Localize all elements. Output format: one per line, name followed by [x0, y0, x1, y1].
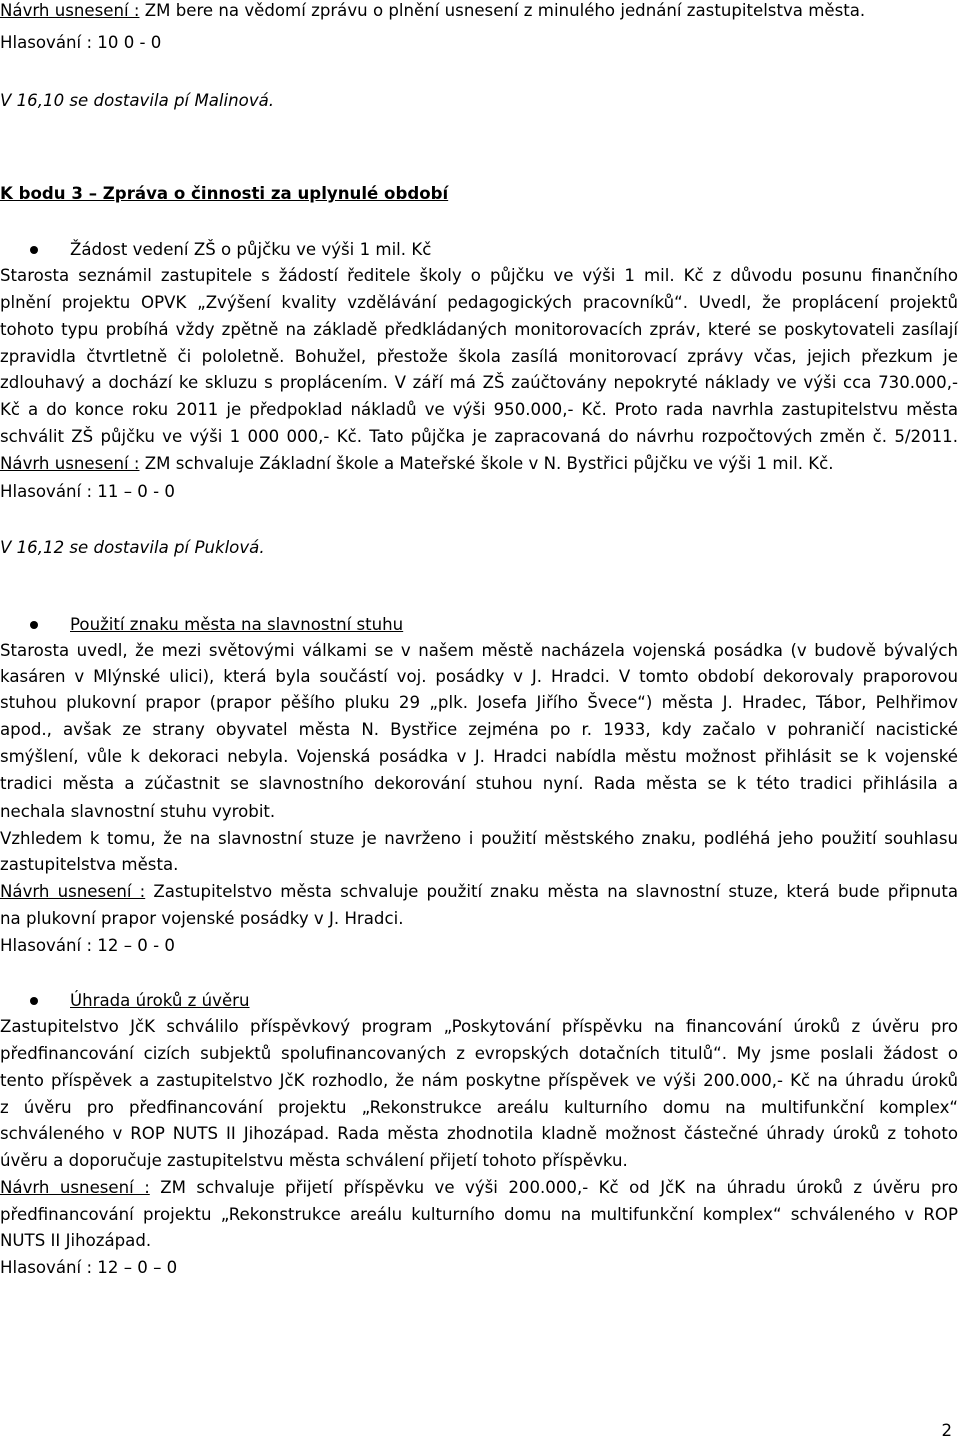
proposal-label: Návrh usnesení : [0, 1178, 150, 1197]
item-3-proposal [0, 1177, 958, 1199]
item-2-line: zastupitelstva města. [0, 855, 179, 874]
proposal-text: ZM schvaluje Základní škole a Mateřské škole v N. Bystřici půjčku ve výši 1 mil. Kč. [139, 454, 834, 473]
item-1-proposal [0, 453, 834, 475]
item-1-line: plnění projektu OPVK „Zvýšení kvality vzdělávání pedagogických pracovníků“. Uvedl, že proplácení projektů [0, 293, 958, 312]
attendance-note-1: V 16,10 se dostavila pí Malinová. [0, 91, 275, 110]
proposal-text: ZM schvaluje přijetí příspěvku ve výši 200.000,- Kč od JčK na úhradu úroků z úvěru pro [149, 1178, 958, 1197]
item-3-line: Zastupitelstvo JčK schválilo příspěvkový program „Poskytování příspěvku na financování úroků z úvěru pro [0, 1017, 958, 1036]
item-3-proposal-line: NUTS II Jihozápad. [0, 1231, 152, 1250]
proposal-line-1 [0, 0, 865, 22]
item-1-line: zdlouhavý a dochází ke skluzu s proplácením. V září má ZŠ zaúčtovány nepokryté náklady ve výši cca 730.000,- [0, 373, 958, 392]
item-1-line: Starosta seznámil zastupitele s žádostí ředitele školy o půjčku ve výši 1 mil. Kč z důvodu posunu finančního [0, 266, 958, 285]
proposal-label: Návrh usnesení : [0, 454, 140, 473]
item-3-line: z úvěru pro předfinancování projektu „Rekonstrukce areálu kulturního domu na multifunkční komplex“ [0, 1098, 958, 1117]
item-3-vote: Hlasování : 12 – 0 – 0 [0, 1258, 178, 1277]
bullet-icon [30, 621, 38, 629]
item-2-title: Použití znaku města na slavnostní stuhu [70, 615, 404, 634]
item-2-line: kasáren v Mlýnské ulici), která byla součástí voj. posádky v J. Hradci. V tomto období dekorovaly praporovou [0, 667, 958, 686]
attendance-note-2: V 16,12 se dostavila pí Puklová. [0, 538, 265, 557]
item-3-title: Úhrada úroků z úvěru [70, 991, 250, 1010]
item-2-proposal-line: na plukovní prapor vojenské posádky v J. Hradci. [0, 909, 404, 928]
bullet-icon [30, 246, 38, 254]
page-number: 2 [941, 1421, 952, 1440]
item-3-line: schváleného v ROP NUTS II Jihozápad. Rada města zhodnotila kladně možnost částečné úhrady úroků z tohoto [0, 1124, 958, 1143]
item-3-line: tento příspěvek a zastupitelstvo JčK rozhodlo, že nám poskytne příspěvek ve výši 200.000,- Kč na úhradu úroků [0, 1071, 958, 1090]
item-3-line: předfinancování cizích subjektů spolufinancovaných z evropských dotačních titulů“. My jsme poslali žádost o [0, 1044, 958, 1063]
proposal-label: Návrh usnesení : [0, 1, 140, 20]
item-3-line: úvěru a doporučuje zastupitelstvu města schválení přijetí tohoto příspěvku. [0, 1151, 628, 1170]
item-1-line: tohoto typu probíhá vždy zpětně na základě předkládaných monitorovacích zpráv, které se poskytovateli zasílají [0, 320, 958, 339]
item-2-line: Vzhledem k tomu, že na slavnostní stuze je navrženo i použití městského znaku, podléhá jeho použití souhlasu [0, 829, 958, 848]
item-1-line: Kč a do konce roku 2011 je předpoklad nákladů ve výši 950.000,- Kč. Proto rada navrhla zastupitelstvu města [0, 400, 958, 419]
item-2-line: stuhou plukovní prapor (prapor pěšího pluku 29 „plk. Josefa Jiřího Švece“) města J. Hradec, Tábor, Pelhřimov [0, 693, 958, 712]
section-heading: K bodu 3 – Zpráva o činnosti za uplynulé období [0, 184, 449, 203]
item-2-line: nechala slavnostní stuhu vyrobit. [0, 802, 276, 821]
bullet-icon [30, 997, 38, 1005]
proposal-text: Zastupitelstvo města schvaluje použití znaku města na slavnostní stuze, která bude připnuta [145, 882, 958, 901]
vote-line-1: Hlasování : 10 0 - 0 [0, 33, 162, 52]
item-2-line: apod., avšak ze strany obyvatel města N. Bystřice zejména po r. 1933, kdy začalo v pohraničí nacistické [0, 720, 958, 739]
item-2-proposal [0, 881, 958, 903]
proposal-label: Návrh usnesení : [0, 882, 146, 901]
proposal-text: ZM bere na vědomí zprávu o plnění usnesení z minulého jednání zastupitelstva města. [139, 1, 866, 20]
item-1-title: Žádost vedení ZŠ o půjčku ve výši 1 mil. Kč [70, 240, 432, 259]
item-2-line: tradici města a zúčastnit se slavnostního dekorování stuhou nyní. Rada města se k této tradici přihlásila a [0, 774, 958, 793]
item-1-vote: Hlasování : 11 – 0 - 0 [0, 482, 175, 501]
item-2-line: Starosta uvedl, že mezi světovými válkami se v našem městě nacházela vojenská posádka (v budově bývalých [0, 641, 958, 660]
item-1-line: schválit ZŠ půjčku ve výši 1 000 000,- Kč. Tato půjčka je zapracovaná do návrhu rozpočtových změn č. 5/2011. [0, 427, 958, 446]
item-3-proposal-line: předfinancování projektu „Rekonstrukce areálu kulturního domu na multifunkční komplex“ schváleného v ROP [0, 1205, 958, 1224]
item-2-vote: Hlasování : 12 – 0 - 0 [0, 936, 175, 955]
item-1-line: zpravidla čtvrtletně či pololetně. Bohužel, přestože škola zasílá monitorovací zprávy včas, jejich přezkum je [0, 347, 958, 366]
item-2-line: smýšlení, vůle k dekoraci nebyla. Vojenská posádka v J. Hradci nabídla městu možnost přihlásit se k vojenské [0, 747, 958, 766]
